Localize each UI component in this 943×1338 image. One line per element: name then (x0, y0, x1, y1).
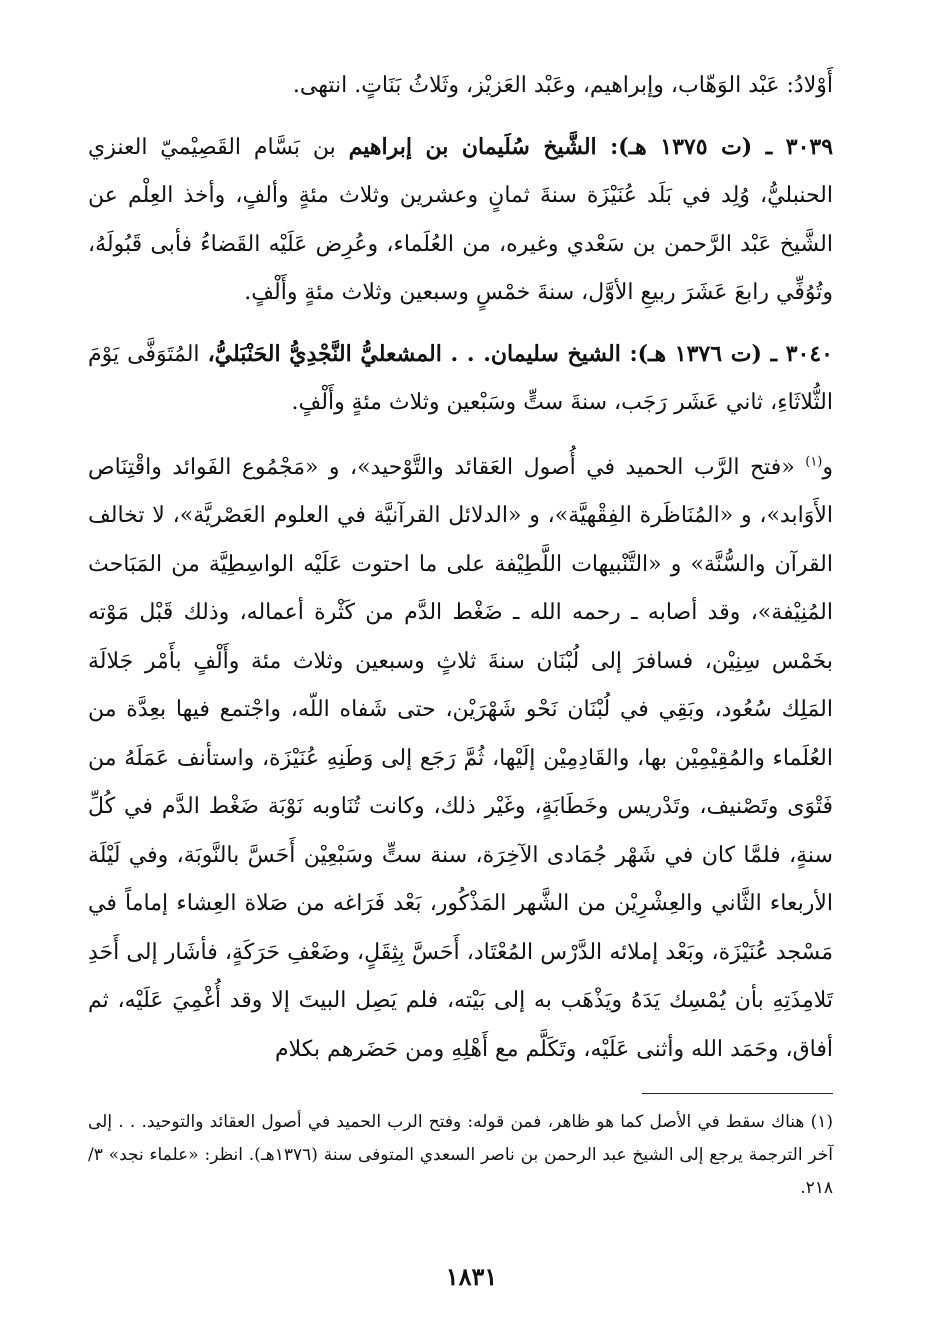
entry-3040 (88, 330, 833, 428)
footnote: (١) هناك سقط في الأصل كما هو ظاهر، فمن قوله: وفتح الرب الحميد في أصول العقائد والتوحيد. . . إلى آخر الترجمة يرجع إلى الشيخ عبد الرحمن بن ناصر السعدي المتوفى سنة (١٣٧٦هـ). انظر: «علماء نجد» ٣/ ٢١٨. (88, 1112, 833, 1198)
entry-heading: ٣٠٣٩ ـ (ت ١٣٧٥ هـ): الشَّيخ سُلَيمان بن إبراهيم (348, 133, 834, 160)
top-paragraph: أَوْلادُ: عَبْد الوَهّاب، وإبراهيم، وعَبْد العَزيْز، وثَلاثُ بَنَاتٍ. انتهى. (292, 73, 833, 98)
page-number: ١٨٣١ (445, 1262, 498, 1291)
entry-body: بن بَسَّام القَصِيْميّ العنزي الحنبليُّ، وُلِد في بَلَد عُنَيْزَة سنةَ ثمانٍ وعشرين وثلاث مئةٍ وألفٍ، وأخذ العِلْم عن الشَّيخ عَبْد الرَّحمن بن سَعْدي وغيره، من العُلَماء، وعُرِض عَلَيْه القَضاءُ فأبى قَبُولَهُ، وتُوُفِّي رابعَ عَشَرَ ربيعِ الأوَّل، سنةَ خمْسٍ وسبعين وثلاث مئةٍ وأَلْفٍ. (88, 134, 834, 305)
footnote-marker: (١) (805, 454, 823, 470)
footnote-divider (642, 1093, 833, 1094)
continuation-lead: و (822, 454, 833, 480)
continuation-text: «فتح الرَّب الحميد في أُصول العَقائد والتَّوْحيد»، و «مَجْمُوع الفَوائد واقْتِنَاص الأَوَابد»، و «المُنَاظَرة الفِقْهيَّة»، و «الدلائل القرآنيَّة في العلوم العَصْريَّة»، لا تخالف القرآن والسُّنَّة» و «التَّنْبيهات اللَّطِيْفة على ما احتوت عَلَيْه الواسِطِيَّة من المَبَاحث المُنِيْفة»، وقد أصابه ـ رحمه الله ـ ضَغْط الدَّم من كَثْرة أعماله، وذلك قَبْل مَوْته بخَمْس سِنِيْن، فسافرَ إلى لُبْنَان سنةَ ثلاثٍ وسبعين وثلاث مئة وأَلْفٍ بأَمْر جَلالَة المَلِك سُعُود، وبَقِي في لُبْنَان نَحْو شَهْرَيْن، حتى شَفاه اللّه، واجْتمع فيها بعِدَّة من العُلَماء والمُقِيْمِيْن بها، والقَادِمِيْن إلَيْها، ثُمَّ رَجَع إلى وَطَنِهِ عُنَيْزَة، واستأنف عَمَلَهُ من فَتْوَى وتَصْنيف، وتَدْريس وخَطَابَةٍ، وغَيْر ذلك، وكانت تُنَاوبه نَوْبَة ضَغْط الدَّم في كُلِّ سنةٍ، فلمَّا كان في شَهْر جُمَادى الآخِرَة، سنة ستٍّ وسَبْعِيْن أَحَسَّ بالنَّوبَة، وفي لَيْلَة الأربعاء الثَّاني والعِشْرِيْن من الشَّهر المَذْكُور، بَعْد فَرَاغه من صَلاة العِشاء إماماً في مَسْجد عُنَيْزَة، وبَعْد إملائه الدَّرْس المُعْتَاد، أَحَسَّ بِثِقَلٍ، وضَعْفِ حَرَكَةٍ، فأشَار إلى أَحَدِ تَلامِذَتِهِ بأن يُمْسِك يَدَهُ ويَذْهَب به إلى بَيْته، فلم يَصِل البيتَ إلا وقد أُغْمِيَ عَلَيْه، ثم أفاق، وحَمَد الله وأثنى عَلَيْه، وتَكَلَّم مع أَهْلِهِ ومن حَضَرهم بكلام (88, 454, 833, 1062)
entry-body: المُتَوَفَّى يَوْمَ الثُّلاثَاءِ، ثاني عَشَر رَجَب، سنةَ ستٍّ وسَبْعين وثلاث مئةٍ وأَلْفٍ. (88, 341, 833, 415)
main-text (88, 62, 833, 1074)
entry-heading: ٣٠٤٠ ـ (ت ١٣٧٦ هـ): الشيخ سليمان. . . المشعليُّ النَّجْدِيُّ الحَنْبَليُّ، (207, 340, 833, 367)
continuation-paragraph (88, 444, 833, 1075)
entry-3039 (88, 123, 833, 318)
